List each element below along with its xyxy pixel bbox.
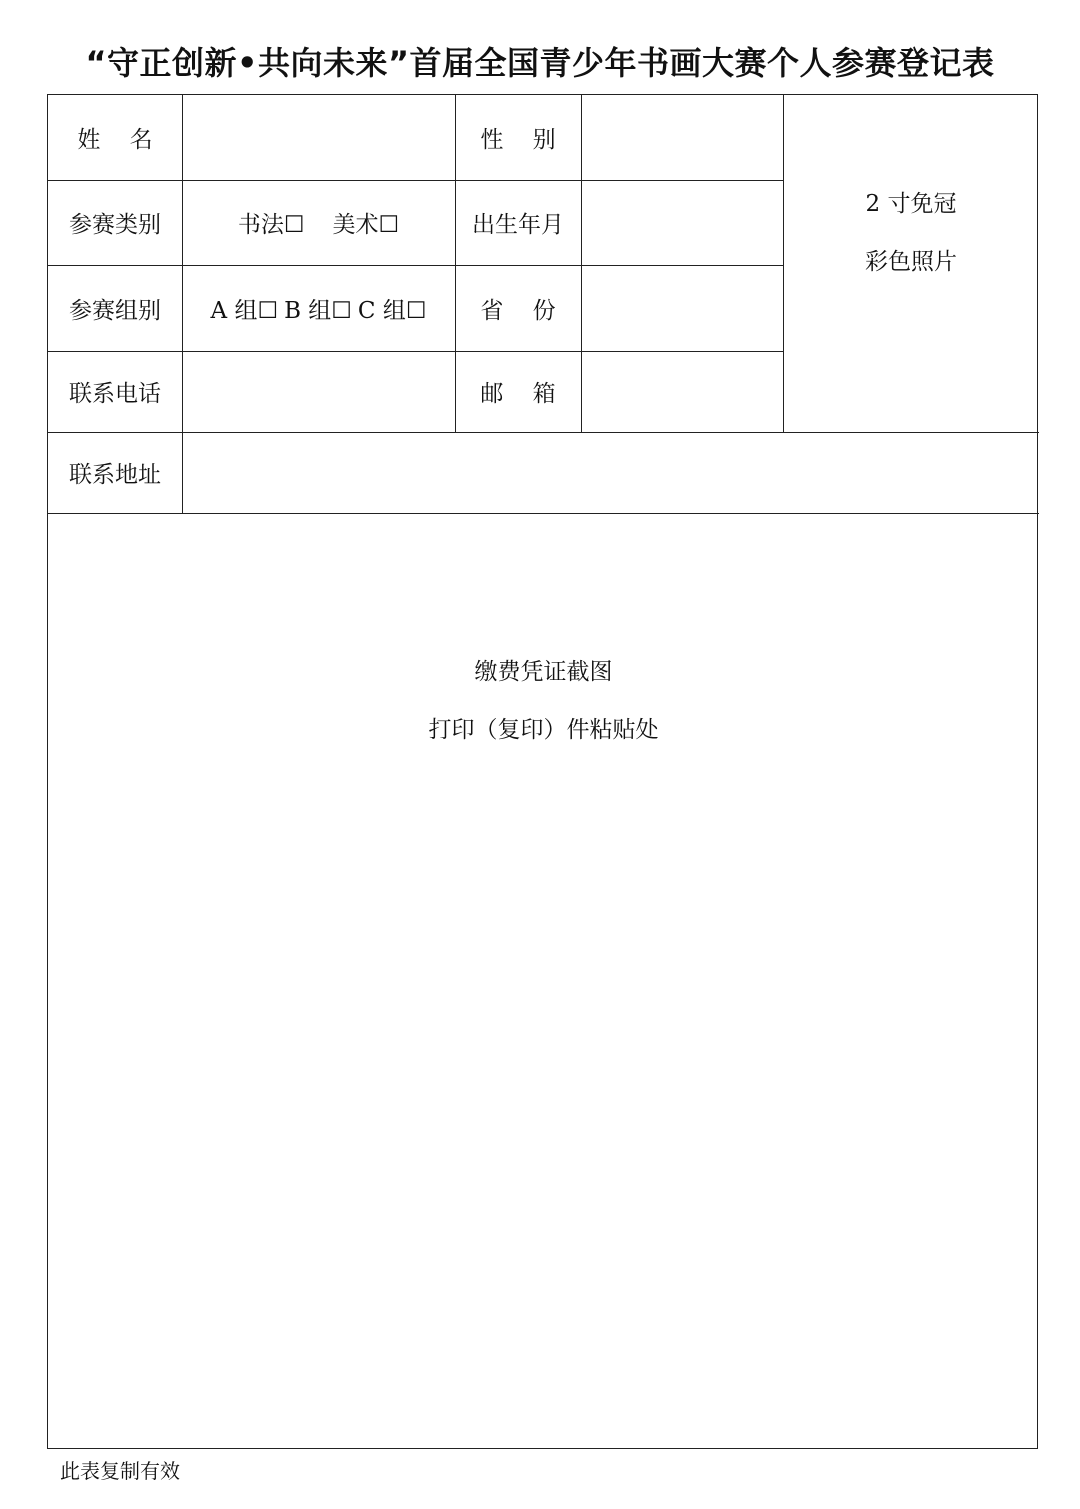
form-title: “守正创新•共向未来”首届全国青少年书画大赛个人参赛登记表 <box>85 44 995 82</box>
province-label: 省 份 <box>480 297 556 324</box>
group-a-checkbox[interactable]: A 组☐ <box>210 297 279 324</box>
art-checkbox[interactable]: 美术☐ <box>332 212 400 238</box>
name-field[interactable] <box>182 95 455 180</box>
province-field[interactable] <box>581 265 783 351</box>
receipt-paste-area <box>48 513 1039 813</box>
photo-size-text: 2 寸免冠 <box>865 191 957 217</box>
receipt-instruction: 打印（复印）件粘贴处 <box>428 717 659 743</box>
birth-label: 出生年月 <box>472 212 564 238</box>
birth-field[interactable] <box>581 180 783 265</box>
address-label: 联系地址 <box>69 462 161 488</box>
receipt-title: 缴费凭证截图 <box>474 659 613 685</box>
calligraphy-checkbox[interactable]: 书法☐ <box>237 212 305 238</box>
photo-placeholder <box>783 95 1039 432</box>
gender-field[interactable] <box>581 95 783 180</box>
gender-label: 性 别 <box>480 127 556 153</box>
phone-field[interactable] <box>182 351 455 432</box>
photo-color-text: 彩色照片 <box>865 249 957 275</box>
group-label: 参赛组别 <box>69 297 161 324</box>
copy-valid-note: 此表复制有效 <box>60 1459 180 1483</box>
group-b-checkbox[interactable]: B 组☐ <box>284 297 352 324</box>
address-field[interactable] <box>182 432 1039 513</box>
registration-form-table <box>47 94 1038 1449</box>
category-label: 参赛类别 <box>69 212 161 238</box>
email-field[interactable] <box>581 351 783 432</box>
group-c-checkbox[interactable]: C 组☐ <box>357 297 427 324</box>
email-label: 邮 箱 <box>480 381 556 407</box>
name-label: 姓 名 <box>77 127 153 153</box>
category-options <box>182 180 455 265</box>
phone-label: 联系电话 <box>69 381 161 407</box>
group-options <box>182 265 455 351</box>
